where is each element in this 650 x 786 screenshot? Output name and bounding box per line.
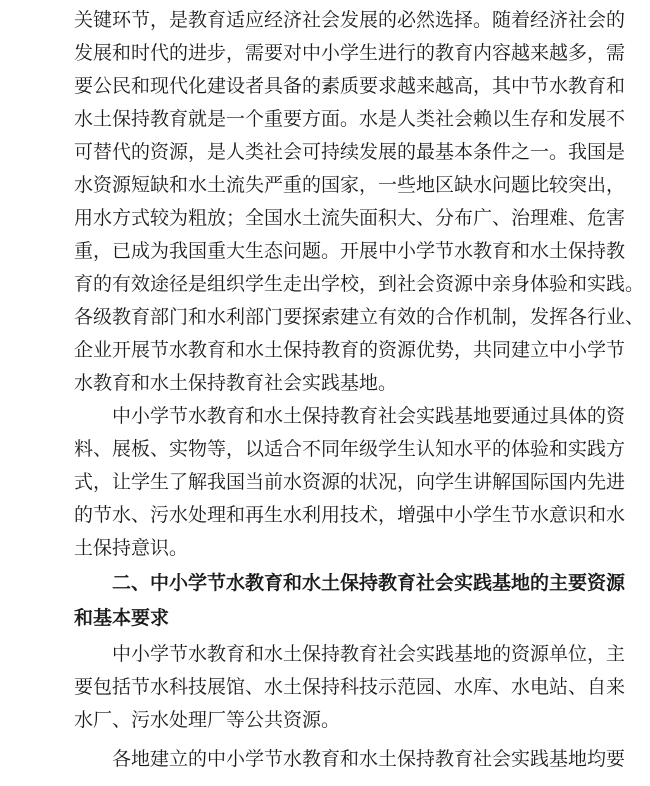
section-heading-continued: 和基本要求 [74, 607, 170, 629]
text-line: 水教育和水土保持教育社会实践基地。 [74, 372, 398, 394]
text-line: 可替代的资源，是人类社会可持续发展的最基本条件之一。我国是 [74, 141, 626, 163]
text-line: 土保持意识。 [74, 537, 189, 559]
text-line: 要包括节水科技展馆、水土保持科技示范园、水库、水电站、自来 [74, 676, 626, 698]
paragraph-first-line: 各地建立的中小学节水教育和水土保持教育社会实践基地均要 [112, 748, 626, 770]
text-line: 关键环节，是教育适应经济社会发展的必然选择。随着经济社会的 [74, 9, 626, 31]
text-line: 水资源短缺和水土流失严重的国家，一些地区缺水问题比较突出， [74, 174, 626, 196]
text-line: 重，已成为我国重大生态问题。开展中小学节水教育和水土保持教 [74, 240, 626, 262]
text-line: 水土保持教育就是一个重要方面。水是人类社会赖以生存和发展不 [74, 108, 626, 130]
text-line: 育的有效途径是组织学生走出学校，到社会资源中亲身体验和实践。 [74, 273, 645, 295]
paragraph-first-line: 中小学节水教育和水土保持教育社会实践基地的资源单位，主 [112, 643, 626, 665]
text-line: 发展和时代的进步，需要对中小学生进行的教育内容越来越多，需 [74, 42, 626, 64]
text-line: 各级教育部门和水利部门要探索建立有效的合作机制，发挥各行业、 [74, 306, 645, 328]
text-line: 企业开展节水教育和水土保持教育的资源优势，共同建立中小学节 [74, 339, 626, 361]
text-line: 料、展板、实物等，以适合不同年级学生认知水平的体验和实践方 [74, 438, 626, 460]
section-heading: 二、中小学节水教育和水土保持教育社会实践基地的主要资源 [112, 572, 626, 594]
text-line: 要公民和现代化建设者具备的素质要求越来越高，其中节水教育和 [74, 75, 626, 97]
text-line: 用水方式较为粗放；全国水土流失面积大、分布广、治理难、危害 [74, 207, 626, 229]
text-line: 水厂、污水处理厂等公共资源。 [74, 709, 341, 731]
paragraph-first-line: 中小学节水教育和水土保持教育社会实践基地要通过具体的资 [112, 405, 626, 427]
text-line: 式，让学生了解我国当前水资源的状况，向学生讲解国际国内先进 [74, 471, 626, 493]
text-line: 的节水、污水处理和再生水利用技术，增强中小学生节水意识和水 [74, 504, 626, 526]
